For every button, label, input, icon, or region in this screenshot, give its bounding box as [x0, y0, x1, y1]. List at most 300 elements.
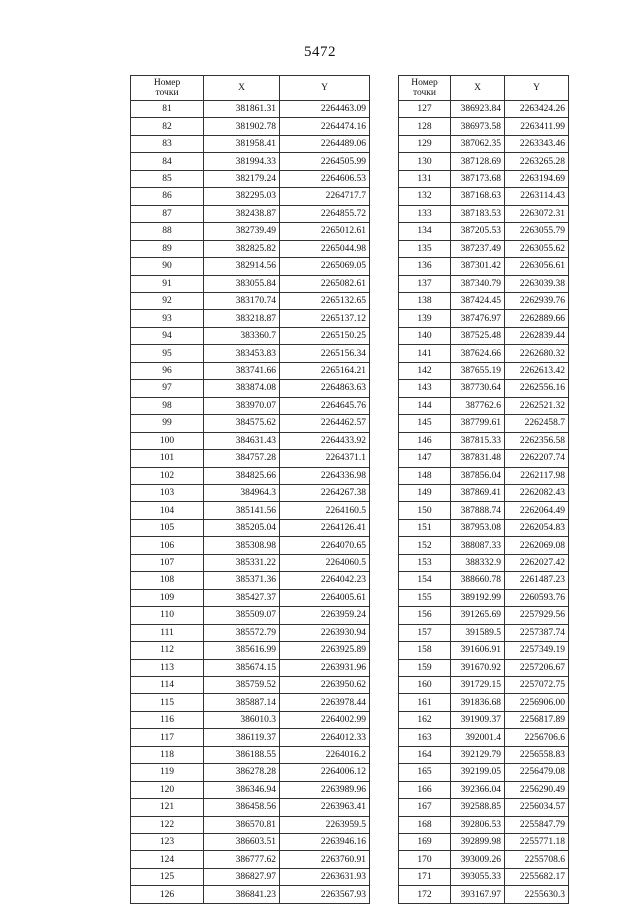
table-row	[399, 153, 569, 170]
table-row	[399, 781, 569, 798]
y-coordinate-cell: 2263194.69	[505, 170, 569, 187]
x-coordinate-cell: 385427.37	[204, 589, 280, 606]
table-row	[399, 467, 569, 484]
y-coordinate-cell: 2265164.21	[280, 362, 370, 379]
point-number-cell: 166	[399, 781, 451, 798]
x-coordinate-cell: 393167.97	[451, 886, 505, 903]
x-coordinate-cell: 387183.53	[451, 205, 505, 222]
table-row	[131, 170, 370, 187]
point-number-cell: 139	[399, 310, 451, 327]
table-row	[399, 170, 569, 187]
x-coordinate-cell: 384964.3	[204, 484, 280, 501]
table-row	[131, 589, 370, 606]
point-number-cell: 164	[399, 746, 451, 763]
point-number-cell: 115	[131, 694, 204, 711]
point-number-cell: 134	[399, 223, 451, 240]
point-number-cell: 105	[131, 519, 204, 536]
y-coordinate-cell: 2260593.76	[505, 589, 569, 606]
point-number-cell: 119	[131, 764, 204, 781]
y-coordinate-cell: 2263978.44	[280, 694, 370, 711]
table-row	[131, 415, 370, 432]
y-coordinate-cell: 2262027.42	[505, 554, 569, 571]
table-row	[399, 572, 569, 589]
x-coordinate-cell: 389192.99	[451, 589, 505, 606]
table-row	[131, 816, 370, 833]
y-coordinate-cell: 2263959.5	[280, 816, 370, 833]
table-row	[399, 292, 569, 309]
point-number-cell: 96	[131, 362, 204, 379]
y-coordinate-cell: 2263072.31	[505, 205, 569, 222]
coordinates-table-left	[130, 75, 370, 904]
y-coordinate-cell: 2263039.38	[505, 275, 569, 292]
table-row	[131, 484, 370, 501]
table-row	[131, 746, 370, 763]
x-coordinate-cell: 382295.03	[204, 188, 280, 205]
point-number-cell: 155	[399, 589, 451, 606]
table-row	[131, 886, 370, 903]
table-row	[131, 380, 370, 397]
table-row	[131, 118, 370, 135]
point-number-cell: 131	[399, 170, 451, 187]
table-row	[399, 624, 569, 641]
point-number-cell: 143	[399, 380, 451, 397]
table-row	[399, 275, 569, 292]
point-number-cell: 168	[399, 816, 451, 833]
point-number-cell: 156	[399, 607, 451, 624]
y-coordinate-cell: 2263055.79	[505, 223, 569, 240]
y-coordinate-cell: 2264489.06	[280, 135, 370, 152]
x-coordinate-cell: 381958.41	[204, 135, 280, 152]
y-coordinate-cell: 2255847.79	[505, 816, 569, 833]
header-point-number: Номер точки	[131, 76, 204, 101]
table-row	[131, 240, 370, 257]
y-coordinate-cell: 2257206.67	[505, 659, 569, 676]
table-row	[399, 746, 569, 763]
x-coordinate-cell: 387205.53	[451, 223, 505, 240]
table-row	[399, 537, 569, 554]
x-coordinate-cell: 388660.78	[451, 572, 505, 589]
table-row	[131, 223, 370, 240]
table-row	[399, 834, 569, 851]
y-coordinate-cell: 2262356.58	[505, 432, 569, 449]
y-coordinate-cell: 2262117.98	[505, 467, 569, 484]
x-coordinate-cell: 386188.55	[204, 746, 280, 763]
x-coordinate-cell: 392588.85	[451, 799, 505, 816]
y-coordinate-cell: 2262054.83	[505, 519, 569, 536]
point-number-cell: 130	[399, 153, 451, 170]
point-number-cell: 142	[399, 362, 451, 379]
x-coordinate-cell: 386458.56	[204, 799, 280, 816]
x-coordinate-cell: 382739.49	[204, 223, 280, 240]
table-header-row	[131, 76, 370, 101]
y-coordinate-cell: 2263925.89	[280, 642, 370, 659]
point-number-cell: 163	[399, 729, 451, 746]
point-number-cell: 167	[399, 799, 451, 816]
x-coordinate-cell: 385308.98	[204, 537, 280, 554]
x-coordinate-cell: 385572.79	[204, 624, 280, 641]
point-number-cell: 90	[131, 258, 204, 275]
table-row	[399, 589, 569, 606]
x-coordinate-cell: 387476.97	[451, 310, 505, 327]
y-coordinate-cell: 2265132.65	[280, 292, 370, 309]
point-number-cell: 95	[131, 345, 204, 362]
x-coordinate-cell: 386278.28	[204, 764, 280, 781]
y-coordinate-cell: 2256706.6	[505, 729, 569, 746]
x-coordinate-cell: 383360.7	[204, 327, 280, 344]
x-coordinate-cell: 387799.61	[451, 415, 505, 432]
x-coordinate-cell: 385616.99	[204, 642, 280, 659]
point-number-cell: 83	[131, 135, 204, 152]
x-coordinate-cell: 385141.56	[204, 502, 280, 519]
x-coordinate-cell: 386119.37	[204, 729, 280, 746]
table-row	[131, 624, 370, 641]
x-coordinate-cell: 391836.68	[451, 694, 505, 711]
y-coordinate-cell: 2256558.83	[505, 746, 569, 763]
x-coordinate-cell: 391909.37	[451, 711, 505, 728]
point-number-cell: 169	[399, 834, 451, 851]
table-row	[399, 310, 569, 327]
y-coordinate-cell: 2264126.41	[280, 519, 370, 536]
x-coordinate-cell: 385509.07	[204, 607, 280, 624]
x-coordinate-cell: 387888.74	[451, 502, 505, 519]
x-coordinate-cell: 391606.91	[451, 642, 505, 659]
y-coordinate-cell: 2263055.62	[505, 240, 569, 257]
table-row	[131, 345, 370, 362]
table-row	[131, 467, 370, 484]
y-coordinate-cell: 2264863.63	[280, 380, 370, 397]
table-row	[399, 764, 569, 781]
y-coordinate-cell: 2264606.53	[280, 170, 370, 187]
point-number-cell: 150	[399, 502, 451, 519]
point-number-cell: 136	[399, 258, 451, 275]
x-coordinate-cell: 387301.42	[451, 258, 505, 275]
table-body-right	[399, 101, 569, 904]
x-coordinate-cell: 383453.83	[204, 345, 280, 362]
table-row	[131, 502, 370, 519]
y-coordinate-cell: 2262069.08	[505, 537, 569, 554]
table-row	[131, 275, 370, 292]
point-number-cell: 98	[131, 397, 204, 414]
y-coordinate-cell: 2263411.99	[505, 118, 569, 135]
point-number-cell: 151	[399, 519, 451, 536]
table-row	[399, 188, 569, 205]
x-coordinate-cell: 385331.22	[204, 554, 280, 571]
point-number-cell: 104	[131, 502, 204, 519]
y-coordinate-cell: 2262889.66	[505, 310, 569, 327]
point-number-cell: 170	[399, 851, 451, 868]
y-coordinate-cell: 2265069.05	[280, 258, 370, 275]
y-coordinate-cell: 2262680.32	[505, 345, 569, 362]
table-row	[399, 205, 569, 222]
table-row	[131, 519, 370, 536]
table-row	[399, 432, 569, 449]
x-coordinate-cell: 385887.14	[204, 694, 280, 711]
y-coordinate-cell: 2264505.99	[280, 153, 370, 170]
y-coordinate-cell: 2265012.61	[280, 223, 370, 240]
y-coordinate-cell: 2257929.56	[505, 607, 569, 624]
y-coordinate-cell: 2263760.91	[280, 851, 370, 868]
header-y: Y	[280, 76, 370, 101]
x-coordinate-cell: 383218.87	[204, 310, 280, 327]
y-coordinate-cell: 2264005.61	[280, 589, 370, 606]
point-number-cell: 149	[399, 484, 451, 501]
table-row	[131, 834, 370, 851]
point-number-cell: 172	[399, 886, 451, 903]
table-row	[399, 659, 569, 676]
point-number-cell: 157	[399, 624, 451, 641]
x-coordinate-cell: 392199.05	[451, 764, 505, 781]
point-number-cell: 110	[131, 607, 204, 624]
y-coordinate-cell: 2263424.26	[505, 101, 569, 118]
table-row	[399, 345, 569, 362]
table-row	[399, 851, 569, 868]
x-coordinate-cell: 382438.87	[204, 205, 280, 222]
y-coordinate-cell: 2262939.76	[505, 292, 569, 309]
y-coordinate-cell: 2255682.17	[505, 868, 569, 885]
table-row	[399, 554, 569, 571]
point-number-cell: 162	[399, 711, 451, 728]
table-row	[131, 432, 370, 449]
table-header-row	[399, 76, 569, 101]
table-row	[399, 415, 569, 432]
table-row	[131, 188, 370, 205]
table-body-left	[131, 101, 370, 904]
table-row	[399, 258, 569, 275]
point-number-cell: 116	[131, 711, 204, 728]
y-coordinate-cell: 2263931.96	[280, 659, 370, 676]
table-row	[399, 868, 569, 885]
y-coordinate-cell: 2255771.18	[505, 834, 569, 851]
x-coordinate-cell: 384757.28	[204, 450, 280, 467]
table-row	[399, 135, 569, 152]
table-row	[131, 310, 370, 327]
y-coordinate-cell: 2257349.19	[505, 642, 569, 659]
point-number-cell: 144	[399, 397, 451, 414]
x-coordinate-cell: 392806.53	[451, 816, 505, 833]
x-coordinate-cell: 387424.45	[451, 292, 505, 309]
table-row	[399, 816, 569, 833]
header-x: X	[204, 76, 280, 101]
y-coordinate-cell: 2263963.41	[280, 799, 370, 816]
point-number-cell: 147	[399, 450, 451, 467]
y-coordinate-cell: 2264002.99	[280, 711, 370, 728]
x-coordinate-cell: 386603.51	[204, 834, 280, 851]
point-number-cell: 171	[399, 868, 451, 885]
x-coordinate-cell: 391265.69	[451, 607, 505, 624]
y-coordinate-cell: 2263567.93	[280, 886, 370, 903]
table-row	[399, 118, 569, 135]
x-coordinate-cell: 388087.33	[451, 537, 505, 554]
x-coordinate-cell: 381902.78	[204, 118, 280, 135]
table-row	[399, 711, 569, 728]
x-coordinate-cell: 383741.66	[204, 362, 280, 379]
y-coordinate-cell: 2263114.43	[505, 188, 569, 205]
table-row	[131, 868, 370, 885]
table-row	[399, 502, 569, 519]
y-coordinate-cell: 2264474.16	[280, 118, 370, 135]
x-coordinate-cell: 388332.9	[451, 554, 505, 571]
y-coordinate-cell: 2264463.09	[280, 101, 370, 118]
table-row	[131, 537, 370, 554]
point-number-cell: 140	[399, 327, 451, 344]
table-row	[131, 711, 370, 728]
x-coordinate-cell: 393055.33	[451, 868, 505, 885]
point-number-cell: 93	[131, 310, 204, 327]
x-coordinate-cell: 384825.66	[204, 467, 280, 484]
x-coordinate-cell: 386346.94	[204, 781, 280, 798]
x-coordinate-cell: 387340.79	[451, 275, 505, 292]
point-number-cell: 152	[399, 537, 451, 554]
point-number-cell: 111	[131, 624, 204, 641]
y-coordinate-cell: 2262064.49	[505, 502, 569, 519]
table-row	[131, 659, 370, 676]
point-number-cell: 100	[131, 432, 204, 449]
x-coordinate-cell: 386973.58	[451, 118, 505, 135]
point-number-cell: 85	[131, 170, 204, 187]
table-row	[399, 519, 569, 536]
x-coordinate-cell: 383170.74	[204, 292, 280, 309]
point-number-cell: 109	[131, 589, 204, 606]
table-row	[131, 554, 370, 571]
table-row	[399, 223, 569, 240]
x-coordinate-cell: 387655.19	[451, 362, 505, 379]
point-number-cell: 154	[399, 572, 451, 589]
point-number-cell: 141	[399, 345, 451, 362]
y-coordinate-cell: 2262521.32	[505, 397, 569, 414]
point-number-cell: 123	[131, 834, 204, 851]
x-coordinate-cell: 387128.69	[451, 153, 505, 170]
y-coordinate-cell: 2263056.61	[505, 258, 569, 275]
point-number-cell: 81	[131, 101, 204, 118]
y-coordinate-cell: 2256290.49	[505, 781, 569, 798]
point-number-cell: 128	[399, 118, 451, 135]
y-coordinate-cell: 2263265.28	[505, 153, 569, 170]
y-coordinate-cell: 2264855.72	[280, 205, 370, 222]
point-number-cell: 82	[131, 118, 204, 135]
y-coordinate-cell: 2264070.65	[280, 537, 370, 554]
table-row	[131, 851, 370, 868]
table-row	[131, 694, 370, 711]
point-number-cell: 121	[131, 799, 204, 816]
y-coordinate-cell: 2262082.43	[505, 484, 569, 501]
point-number-cell: 103	[131, 484, 204, 501]
x-coordinate-cell: 383055.84	[204, 275, 280, 292]
point-number-cell: 124	[131, 851, 204, 868]
point-number-cell: 133	[399, 205, 451, 222]
y-coordinate-cell: 2263930.94	[280, 624, 370, 641]
point-number-cell: 132	[399, 188, 451, 205]
x-coordinate-cell: 387730.64	[451, 380, 505, 397]
y-coordinate-cell: 2265137.12	[280, 310, 370, 327]
x-coordinate-cell: 381994.33	[204, 153, 280, 170]
y-coordinate-cell: 2264016.2	[280, 746, 370, 763]
table-row	[131, 799, 370, 816]
y-coordinate-cell: 2263631.93	[280, 868, 370, 885]
point-number-cell: 112	[131, 642, 204, 659]
y-coordinate-cell: 2263343.46	[505, 135, 569, 152]
y-coordinate-cell: 2265082.61	[280, 275, 370, 292]
y-coordinate-cell: 2262613.42	[505, 362, 569, 379]
x-coordinate-cell: 381861.31	[204, 101, 280, 118]
point-number-cell: 113	[131, 659, 204, 676]
point-number-cell: 158	[399, 642, 451, 659]
y-coordinate-cell: 2264012.33	[280, 729, 370, 746]
x-coordinate-cell: 385674.15	[204, 659, 280, 676]
table-row	[131, 101, 370, 118]
table-row	[399, 886, 569, 903]
table-row	[131, 729, 370, 746]
x-coordinate-cell: 387869.41	[451, 484, 505, 501]
y-coordinate-cell: 2264060.5	[280, 554, 370, 571]
x-coordinate-cell: 382179.24	[204, 170, 280, 187]
y-coordinate-cell: 2262556.16	[505, 380, 569, 397]
page-number: 5472	[304, 44, 336, 60]
y-coordinate-cell: 2256906.00	[505, 694, 569, 711]
y-coordinate-cell: 2255708.6	[505, 851, 569, 868]
x-coordinate-cell: 387815.33	[451, 432, 505, 449]
table-row	[131, 327, 370, 344]
x-coordinate-cell: 386827.97	[204, 868, 280, 885]
y-coordinate-cell: 2264462.57	[280, 415, 370, 432]
table-row	[131, 135, 370, 152]
point-number-cell: 88	[131, 223, 204, 240]
table-row	[131, 764, 370, 781]
table-row	[399, 380, 569, 397]
point-number-cell: 145	[399, 415, 451, 432]
point-number-cell: 160	[399, 676, 451, 693]
point-number-cell: 89	[131, 240, 204, 257]
point-number-cell: 138	[399, 292, 451, 309]
table-row	[399, 327, 569, 344]
point-number-cell: 118	[131, 746, 204, 763]
y-coordinate-cell: 2264336.98	[280, 467, 370, 484]
y-coordinate-cell: 2261487.23	[505, 572, 569, 589]
table-row	[399, 729, 569, 746]
point-number-cell: 126	[131, 886, 204, 903]
y-coordinate-cell: 2264160.5	[280, 502, 370, 519]
point-number-cell: 148	[399, 467, 451, 484]
x-coordinate-cell: 392129.79	[451, 746, 505, 763]
point-number-cell: 165	[399, 764, 451, 781]
x-coordinate-cell: 392001.4	[451, 729, 505, 746]
x-coordinate-cell: 392899.98	[451, 834, 505, 851]
x-coordinate-cell: 387525.48	[451, 327, 505, 344]
header-x: X	[451, 76, 505, 101]
table-row	[131, 676, 370, 693]
point-number-cell: 129	[399, 135, 451, 152]
x-coordinate-cell: 391670.92	[451, 659, 505, 676]
point-number-cell: 125	[131, 868, 204, 885]
x-coordinate-cell: 385371.36	[204, 572, 280, 589]
table-row	[131, 572, 370, 589]
y-coordinate-cell: 2265156.34	[280, 345, 370, 362]
y-coordinate-cell: 2264717.7	[280, 188, 370, 205]
y-coordinate-cell: 2263946.16	[280, 834, 370, 851]
y-coordinate-cell: 2263950.62	[280, 676, 370, 693]
x-coordinate-cell: 384575.62	[204, 415, 280, 432]
coordinates-table-right	[398, 75, 569, 904]
x-coordinate-cell: 383970.07	[204, 397, 280, 414]
point-number-cell: 127	[399, 101, 451, 118]
point-number-cell: 153	[399, 554, 451, 571]
table-row	[399, 799, 569, 816]
x-coordinate-cell: 387953.08	[451, 519, 505, 536]
point-number-cell: 92	[131, 292, 204, 309]
y-coordinate-cell: 2264433.92	[280, 432, 370, 449]
x-coordinate-cell: 386923.84	[451, 101, 505, 118]
header-y: Y	[505, 76, 569, 101]
x-coordinate-cell: 382914.56	[204, 258, 280, 275]
